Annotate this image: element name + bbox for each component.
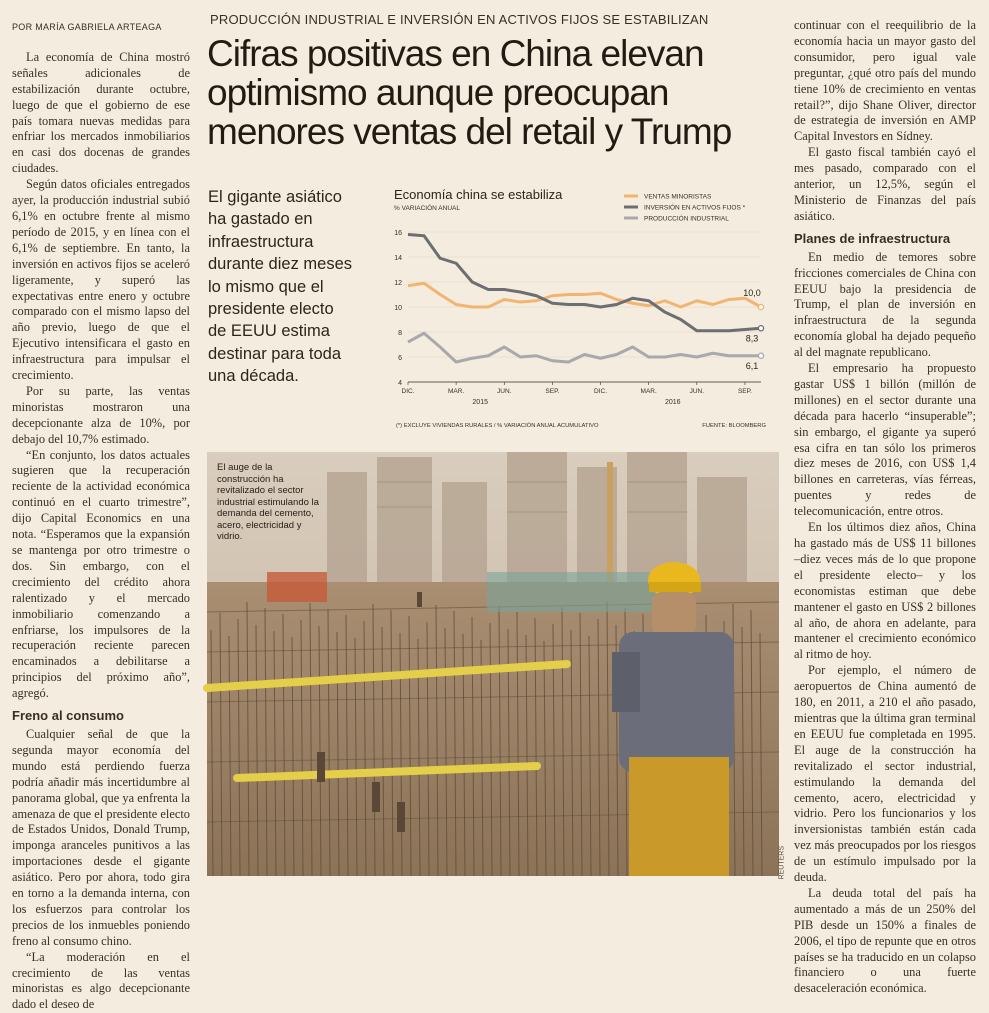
series-line: [408, 333, 761, 362]
left-col-paragraph: “En conjunto, los datos actuales sugieren que la recuperación reciente de la actividad económica continuó en el cuarto trimestre”, dijo Capital Economics en una nota. “Esperamos que la expansión se mantenga por otro trimestre o dos. Sin embargo, con el crecimiento del crédito ahora ralentizado y el mercado inmobiliario comenzando a enfriarse, los impulsores de la recuperación reciente parecen encaminados a debilitarse a principios del próximo año”, agregó.: [12, 447, 190, 701]
right-col-paragraph: Por ejemplo, el número de aeropuertos de China aumentó de 180, en 2011, a 210 el año pasado, mientras que la última gran terminal en EEUU fue completada en 1995. El auge de la construcción ha revitalizado el sector industrial, estimulando la demanda del cemento, acero, electricidad y vidrio. Pero los funcionarios y los inversionistas también están cada vez más preocupados por los riesgos de un estímulo impulsado por la deuda.: [794, 663, 976, 885]
construction-photo: [207, 452, 785, 880]
legend-label: INVERSIÓN EN ACTIVOS FIJOS *: [644, 204, 746, 212]
subhead: Planes de infraestructura: [794, 230, 951, 246]
x-tick-label: JUN.: [689, 388, 705, 395]
lead-paragraph: El gigante asiático ha gastado en infraestructura durante diez meses lo mismo que el presidente electo de EEUU estima destinar para toda una década.: [208, 188, 352, 386]
x-tick-label: MAR.: [640, 388, 657, 395]
x-tick-label: DIC.: [401, 388, 415, 395]
x-tick-label: SEP.: [737, 388, 752, 395]
x-tick-label: DIC.: [594, 388, 608, 395]
right-col-paragraph: La deuda total del país ha aumentado a más de un 250% del PIB desde un 150% a finales de 2006, el tipo de repunte que en otros países se ha traducido en un colapso financiero o una fuerte desaceleración económica.: [794, 885, 976, 996]
chart-subtitle: % VARIACIÓN ANUAL: [394, 205, 460, 212]
line-chart: [376, 184, 774, 436]
y-tick-label: 6: [398, 355, 402, 362]
left-col-paragraph: Cualquier señal de que la segunda mayor economía del mundo está perdiendo fuerza podría añadir más incertidumbre al panorama global, que ya enfrenta la amenaza de que el presidente electo de Estados Unidos, Donald Trump, imponga aranceles punitivos a las importaciones desde el gigante asiático. Pero por ahora, todo gira en torno a la demanda interna, con los esfuerzos para controlar los precios de los inmuebles poniendo freno al consumo chino.: [12, 726, 190, 948]
y-tick-label: 4: [398, 380, 402, 387]
x-tick-label: MAR.: [448, 388, 465, 395]
chart-svg: [376, 184, 774, 436]
kicker: PRODUCCIÓN INDUSTRIAL E INVERSIÓN EN ACTIVOS FIJOS SE ESTABILIZAN: [210, 12, 709, 27]
photo-credit: REUTERS: [778, 846, 785, 880]
end-label: 10,0: [743, 288, 761, 298]
y-tick-label: 14: [394, 255, 402, 262]
y-tick-label: 10: [394, 305, 402, 312]
legend-label: PRODUCCIÓN INDUSTRIAL: [644, 215, 729, 223]
right-col-paragraph: El gasto fiscal también cayó el mes pasado, comparado con el anterior, un 12,5%, según el Ministerio de Finanzas del país asiático.: [794, 145, 976, 223]
right-col-paragraph: continuar con el reequilibrio de la economía hacia un mayor gasto del consumidor, pero igual vale preguntar, ¿qué otro país del mundo tiene 10% de crecimiento en ventas retail?”, dijo Shane Oliver, director de estrategia de inversión en AMP Capital Investors en Sídney.: [794, 18, 976, 144]
legend-label: VENTAS MINORISTAS: [644, 193, 712, 201]
year-label: 2016: [664, 399, 681, 406]
right-col-paragraph: En los últimos diez años, China ha gastado más de US$ 11 billones –diez veces más de lo que propone el presidente electo– y los economistas estiman que debe mantener el gasto en US$ 2 billones al año, de ahora en adelante, para mantener el crecimiento económico al ritmo de hoy.: [794, 520, 976, 662]
series-line: [408, 235, 761, 331]
right-col-paragraph: En medio de temores sobre fricciones comerciales de China con EEUU bajo la presidencia de Trump, el plan de inversión en infraestructura de la segunda economía global ha dejado pequeño al del magnate republicano.: [794, 249, 976, 360]
year-label: 2015: [472, 399, 488, 406]
end-point: [758, 353, 763, 358]
column-right-body: [794, 18, 976, 997]
left-col-paragraph: Según datos oficiales entregados ayer, la producción industrial subió 6,1% en octubre frente al mismo período de 2015, y en línea con el 6,1% de septiembre. En tanto, la inversión en activos fijos se aceleró ligeramente, y superó las expectativas entre enero y octubre comparado con el mismo lapso del año previo, luego de que el Ejecutivo intensificara el gasto en infraestructura para impulsar el crecimiento.: [12, 177, 190, 383]
y-tick-label: 12: [394, 280, 402, 287]
end-point: [758, 304, 763, 309]
chart-source: FUENTE: BLOOMBERG: [702, 423, 766, 429]
left-col-paragraph: “La moderación en el crecimiento de las ventas minoristas es algo decepcionante dado el deseo de: [12, 949, 190, 1012]
photo-caption: El auge de la construcción ha revitalizado el sector industrial estimulando la demanda del cemento, acero, electricidad y vidrio.: [217, 462, 319, 542]
byline: POR MARÍA GABRIELA ARTEAGA: [12, 22, 162, 32]
chart-title: Economía china se estabiliza: [394, 187, 563, 202]
subhead: Freno al consumo: [12, 708, 124, 724]
left-col-paragraph: La economía de China mostró señales adicionales de estabilización durante octubre, luego de que el gobierno de ese país tomara nuevas medidas para enfriar los mercados inmobiliarios en casi dos docenas de grandes ciudades.: [12, 49, 190, 176]
end-point: [758, 326, 763, 331]
headline: Cifras positivas en China elevan optimismo aunque preocupan menores ventas del retail y Trump: [207, 33, 732, 152]
x-tick-label: SEP.: [545, 388, 560, 395]
y-tick-label: 16: [394, 230, 402, 237]
column-left-body: [12, 50, 190, 1013]
chart-footnote: (*) EXCLUYE VIVIENDAS RURALES / % VARIACIÓN ANUAL ACUMULATIVO: [396, 423, 599, 429]
right-col-paragraph: El empresario ha propuesto gastar US$ 1 billón (millón de millones) en el sector durante una década para hacerlo “insuperable”; sin embargo, el gigante ya superó esa cifra en tan sólo los primeros diez meses de 2016, con US$ 1,4 billones en carreteras, vías férreas, puentes y redes de telecomunicación, entre otros.: [794, 361, 976, 519]
x-tick-label: JUN.: [497, 388, 512, 395]
y-tick-label: 8: [398, 330, 402, 337]
left-col-paragraph: Por su parte, las ventas minoristas mostraron una decepcionante alza de 10%, por debajo del 10,7% estimado.: [12, 383, 190, 446]
end-label: 6,1: [745, 360, 759, 371]
end-label: 8,3: [745, 333, 759, 344]
article-column-right: [794, 18, 976, 997]
article-column-left: [12, 20, 190, 1013]
